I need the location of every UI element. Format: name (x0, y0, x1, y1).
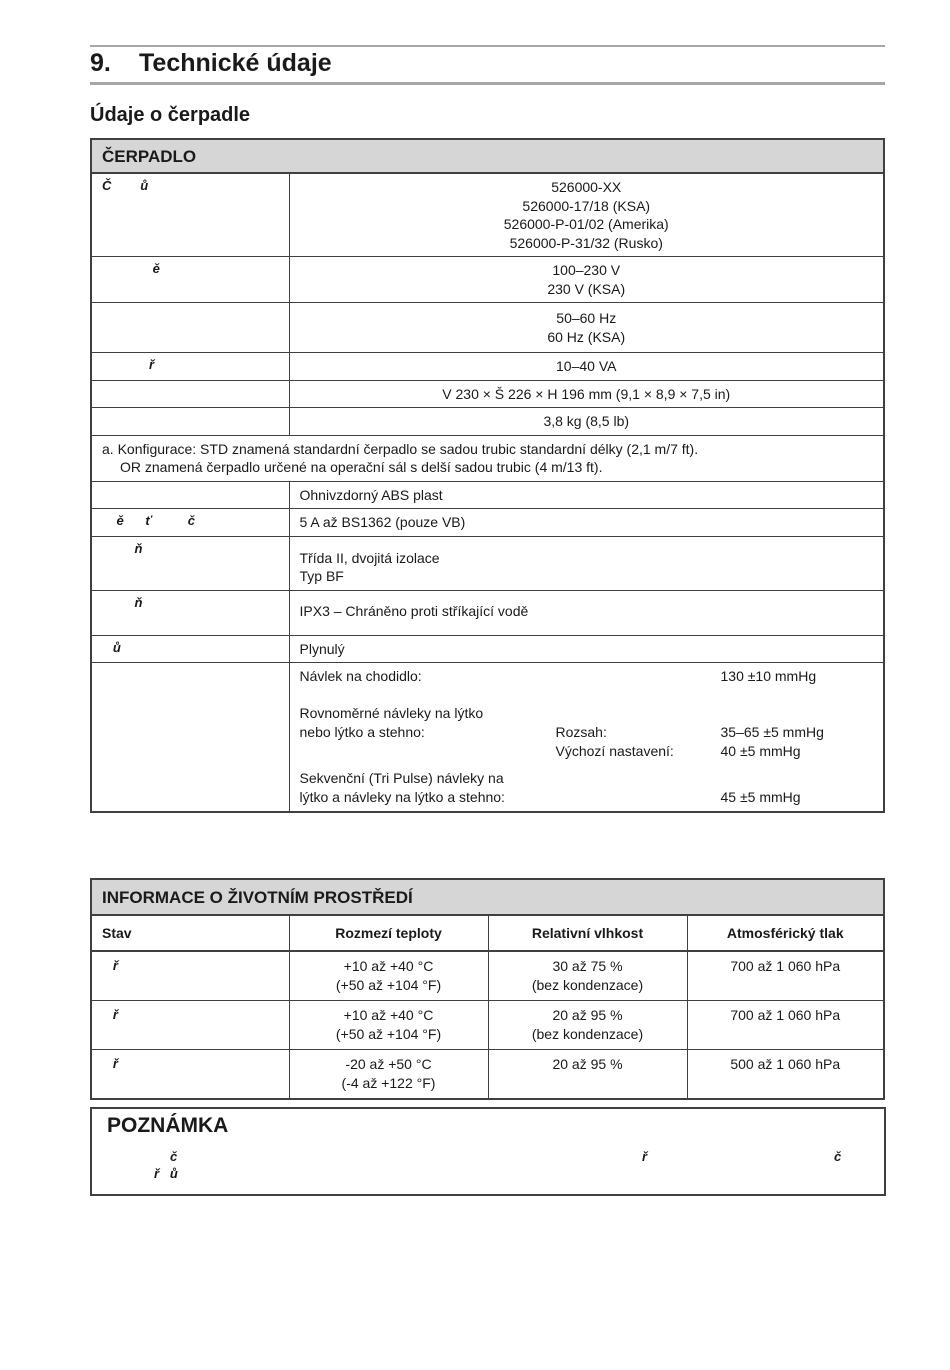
footnote-line: OR znamená čerpadlo určené na operační sál s delší sadou trubic (4 m/13 ft). (120, 459, 603, 475)
pressure-row (91, 663, 884, 813)
temp-c: -20 až +50 °C (345, 1056, 432, 1072)
protection-class: Třída II, dvojitá izolace (299, 549, 440, 566)
pump-table (90, 138, 885, 813)
temperature-range (289, 1001, 488, 1050)
seq-label: Sekvenční (Tri Pulse) návleky na (299, 770, 504, 786)
blank (721, 769, 874, 788)
table-row (91, 481, 884, 509)
row-label: Č ů (91, 173, 289, 257)
chapter-title: Technické údaje (139, 49, 332, 77)
table-row (91, 509, 884, 537)
row-value (289, 173, 884, 257)
table-row (91, 590, 884, 635)
condition-label: ř (91, 951, 289, 1001)
row-label (91, 303, 289, 353)
note-title: POZNÁMKA (107, 1114, 229, 1137)
column-header: Atmosférický tlak (687, 915, 884, 951)
humidity-value: 30 až 75 % (552, 958, 623, 974)
row-value (289, 536, 884, 590)
chapter-number: 9. (90, 49, 111, 77)
row-label: ě (91, 257, 289, 303)
row-value: 3,8 kg (8,5 lb) (289, 408, 884, 436)
temp-f: (+50 až +104 °F) (335, 1025, 442, 1042)
voltage-value: 230 V (KSA) (547, 280, 626, 297)
blank (556, 769, 721, 788)
chapter-rule-bottom (90, 82, 885, 85)
table-row (91, 257, 884, 303)
model-number: 526000-XX (551, 179, 622, 195)
frequency-value: 60 Hz (KSA) (547, 328, 626, 345)
humidity-note: (bez kondenzace) (531, 976, 644, 993)
uniform-label: nebo lýtko a stehno: (299, 724, 425, 740)
humidity-range (488, 1001, 687, 1050)
seq-label: lýtko a návleky na lýtko a stehno: (299, 789, 505, 805)
row-value: 10–40 VA (289, 353, 884, 381)
row-label (91, 408, 289, 436)
row-value (289, 257, 884, 303)
column-header: Rozmezí teploty (289, 915, 488, 951)
pressure-range: 700 až 1 060 hPa (687, 1001, 884, 1050)
temperature-range (289, 951, 488, 1001)
row-value: IPX3 – Chráněno proti stříkající vodě (289, 590, 884, 635)
column-headers (91, 915, 884, 951)
model-number: 526000-P-31/32 (Rusko) (509, 234, 663, 251)
temp-f: (-4 až +122 °F) (341, 1074, 436, 1091)
table-row (91, 173, 884, 257)
condition-label: ř (91, 1050, 289, 1100)
table-row (91, 951, 884, 1001)
row-label: ů (91, 635, 289, 663)
range-value: 35–65 ±5 mmHg (720, 724, 824, 740)
note-fragment: ř ů (154, 1166, 178, 1181)
pressure-grid (300, 667, 874, 807)
table-row (91, 353, 884, 381)
row-value: 5 A až BS1362 (pouze VB) (289, 509, 884, 537)
humidity-value: 20 až 95 % (552, 1007, 623, 1023)
protection-type: Typ BF (299, 568, 344, 584)
pump-table-header: ČERPADLO (91, 139, 884, 173)
row-label: ň (91, 590, 289, 635)
table-row (91, 635, 884, 663)
table-row (91, 303, 884, 353)
condition-label: ř (91, 1001, 289, 1050)
range-label: Rozsah: (555, 724, 607, 740)
row-label: ě ť č (91, 509, 289, 537)
temp-f: (+50 až +104 °F) (335, 976, 442, 993)
table-row (91, 1001, 884, 1050)
humidity-range (488, 1050, 687, 1100)
blank (556, 788, 721, 807)
note-fragment: č (834, 1149, 842, 1164)
humidity-value: 20 až 95 % (552, 1056, 623, 1072)
row-label: ř (91, 353, 289, 381)
chapter-rule-top (90, 45, 885, 47)
section-title: Údaje o čerpadle (90, 104, 251, 126)
foot-label: Návlek na chodidlo: (299, 668, 422, 684)
humidity-note: (bez kondenzace) (531, 1025, 644, 1042)
default-value: 40 ±5 mmHg (720, 743, 801, 759)
note-box (90, 1107, 886, 1196)
default-label: Výchozí nastavení: (555, 743, 674, 759)
row-label: ň (91, 536, 289, 590)
blank (300, 742, 556, 761)
spacer (300, 761, 874, 769)
environment-table (90, 878, 885, 1100)
footnote (91, 435, 884, 481)
pressure-values (289, 663, 884, 813)
frequency-value: 50–60 Hz (556, 310, 617, 326)
blank (556, 704, 721, 723)
voltage-value: 100–230 V (552, 262, 621, 278)
chapter-heading (90, 49, 332, 78)
temp-c: +10 až +40 °C (343, 958, 434, 974)
humidity-range (488, 951, 687, 1001)
footnote-row (91, 435, 884, 481)
blank (721, 704, 874, 723)
column-header: Relativní vlhkost (488, 915, 687, 951)
row-value: Ohnivzdorný ABS plast (289, 481, 884, 509)
spacer (300, 686, 874, 704)
footnote-line: a. Konfigurace: STD znamená standardní čerpadlo se sadou trubic standardní délky (2,1 m/7 ft). (102, 440, 699, 457)
row-value: V 230 × Š 226 × H 196 mm (9,1 × 8,9 × 7,5 in) (289, 380, 884, 408)
table-row (91, 536, 884, 590)
seq-value: 45 ±5 mmHg (720, 789, 801, 805)
foot-value: 130 ±10 mmHg (720, 668, 817, 684)
temperature-range (289, 1050, 488, 1100)
model-number: 526000-17/18 (KSA) (522, 197, 651, 214)
model-number: 526000-P-01/02 (Amerika) (503, 216, 669, 232)
blank (556, 667, 721, 686)
row-label (91, 380, 289, 408)
note-fragment: č (170, 1149, 178, 1164)
pressure-range: 500 až 1 060 hPa (687, 1050, 884, 1100)
row-value (289, 303, 884, 353)
pressure-range: 700 až 1 060 hPa (687, 951, 884, 1001)
uniform-label: Rovnoměrné návleky na lýtko (299, 705, 484, 721)
temp-c: +10 až +40 °C (343, 1007, 434, 1023)
note-fragment: ř (642, 1149, 648, 1164)
table-row (91, 1050, 884, 1100)
row-label (91, 663, 289, 813)
row-value: Plynulý (289, 635, 884, 663)
column-header: Stav (91, 915, 289, 951)
row-label (91, 481, 289, 509)
table-row (91, 408, 884, 436)
table-row (91, 380, 884, 408)
environment-table-header: INFORMACE O ŽIVOTNÍM PROSTŘEDÍ (91, 879, 884, 915)
